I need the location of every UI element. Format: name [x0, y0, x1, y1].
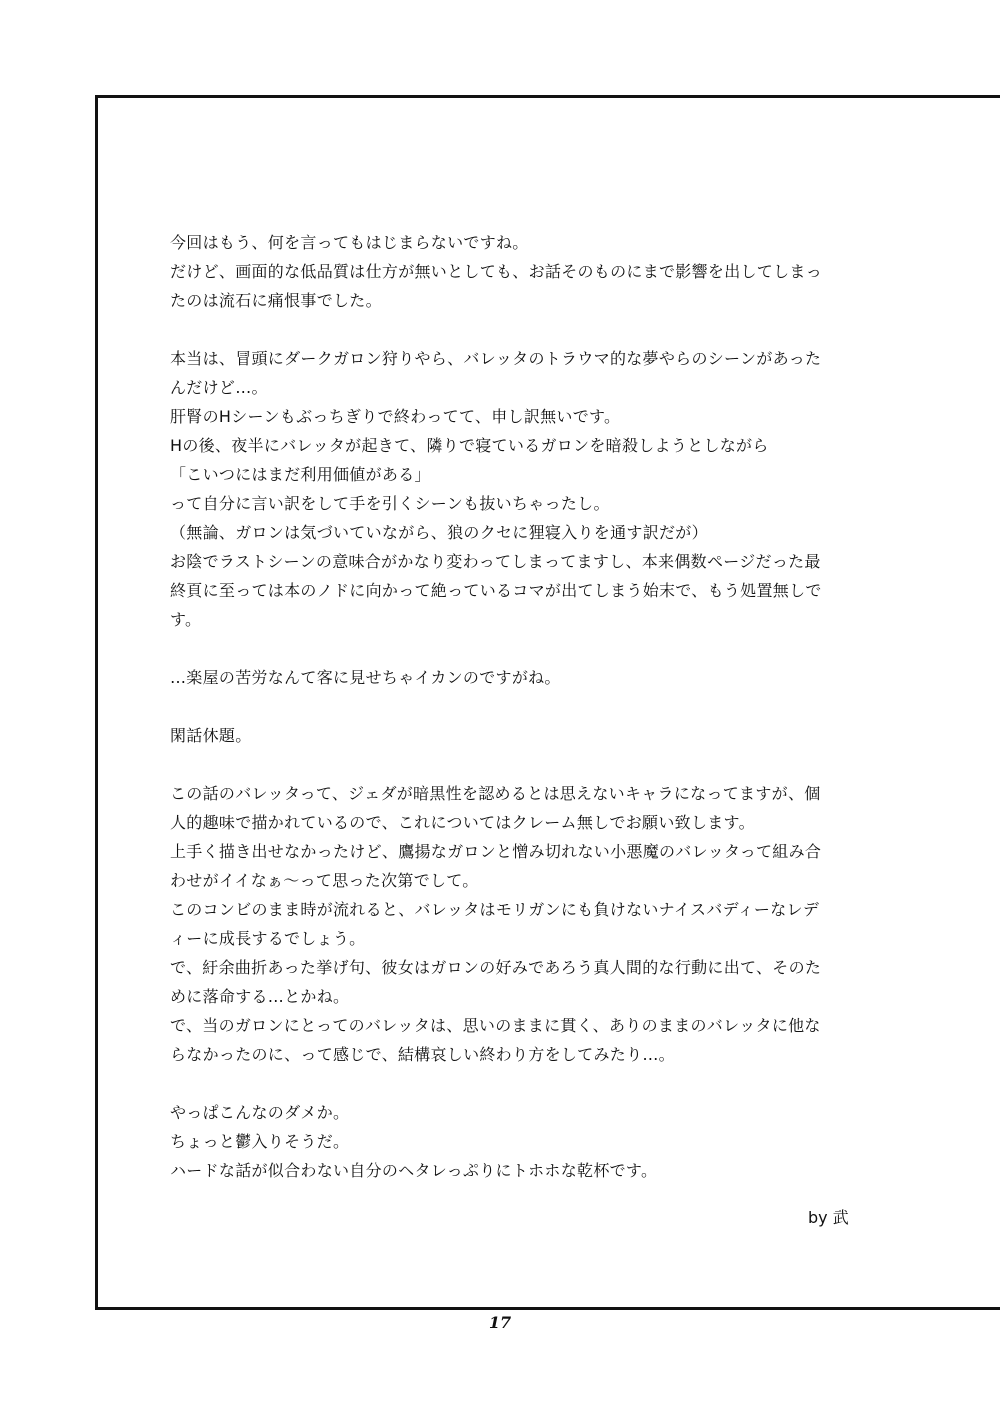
text-line: んだけど…。 [170, 378, 268, 397]
text-line: ハードな話が似合わない自分のヘタレっぷりにトホホな乾杯です。 [170, 1161, 658, 1180]
text-line: わせがイイなぁ～って思った次第でして。 [170, 871, 479, 890]
text-line: お陰でラストシーンの意味合がかなり変わってしまってますし、本来偶数ページだった最 [170, 552, 821, 571]
text-line: 上手く描き出せなかったけど、鷹揚なガロンと憎み切れない小悪魔のバレッタって組み合 [170, 842, 822, 861]
text-line: 今回はもう、何を言ってもはじまらないですね。 [170, 233, 529, 252]
page-number: 17 [488, 1313, 512, 1332]
text-line: 肝腎のHシーンもぶっちぎりで終わってて、申し訳無いです。 [170, 407, 621, 426]
text-line: ちょっと鬱入りそうだ。 [170, 1132, 350, 1151]
paragraph [170, 721, 870, 750]
text-line: らなかったのに、って感じで、結構哀しい終わり方をしてみたり…。 [170, 1045, 675, 1064]
text-line: たのは流石に痛恨事でした。 [170, 291, 382, 310]
text-line: 本当は、冒頭にダークガロン狩りやら、バレッタのトラウマ的な夢やらのシーンがあった [170, 349, 822, 368]
author-signature: by 武 [808, 1208, 849, 1227]
text-line: 人的趣味で描かれているので、これについてはクレーム無しでお願い致します。 [170, 813, 755, 832]
text-line: って自分に言い訳をして手を引くシーンも抜いちゃったし。 [170, 494, 610, 513]
afterword-body [170, 228, 870, 1214]
text-line: このコンビのまま時が流れると、バレッタはモリガンにも負けないナイスバディーなレデ [170, 900, 820, 919]
paragraph [170, 779, 870, 1069]
text-line: で、当のガロンにとってのバレッタは、思いのままに貫く、ありのままのバレッタに他な [170, 1016, 821, 1035]
text-line: で、紆余曲折あった挙げ句、彼女はガロンの好みであろう真人間的な行動に出て、そのた [170, 958, 822, 977]
text-line: 「こいつにはまだ利用価値がある」 [170, 465, 431, 484]
paragraph [170, 228, 870, 315]
paragraph [170, 344, 870, 634]
text-line: 閑話休題。 [170, 726, 252, 745]
text-line: …楽屋の苦労なんて客に見せちゃイカンのですがね。 [170, 668, 561, 687]
text-line: 終頁に至っては本のノドに向かって絶っているコマが出てしまう始末で、もう処置無しで [170, 581, 822, 600]
paragraph [170, 663, 870, 692]
text-line: やっぱこんなのダメか。 [170, 1103, 350, 1122]
text-line: めに落命する…とかね。 [170, 987, 350, 1006]
text-line: Hの後、夜半にバレッタが起きて、隣りで寝ているガロンを暗殺しようとしながら [170, 436, 769, 455]
paragraph [170, 1098, 870, 1185]
text-line: ィーに成長するでしょう。 [170, 929, 366, 948]
text-line: す。 [170, 610, 202, 629]
text-line: この話のバレッタって、ジェダが暗黒性を認めるとは思えないキャラになってますが、個 [170, 784, 821, 803]
text-line: だけど、画面的な低品質は仕方が無いとしても、お話そのものにまで影響を出してしまっ [170, 262, 823, 281]
text-line: （無論、ガロンは気づいていながら、狼のクセに狸寝入りを通す訳だが） [170, 523, 708, 542]
